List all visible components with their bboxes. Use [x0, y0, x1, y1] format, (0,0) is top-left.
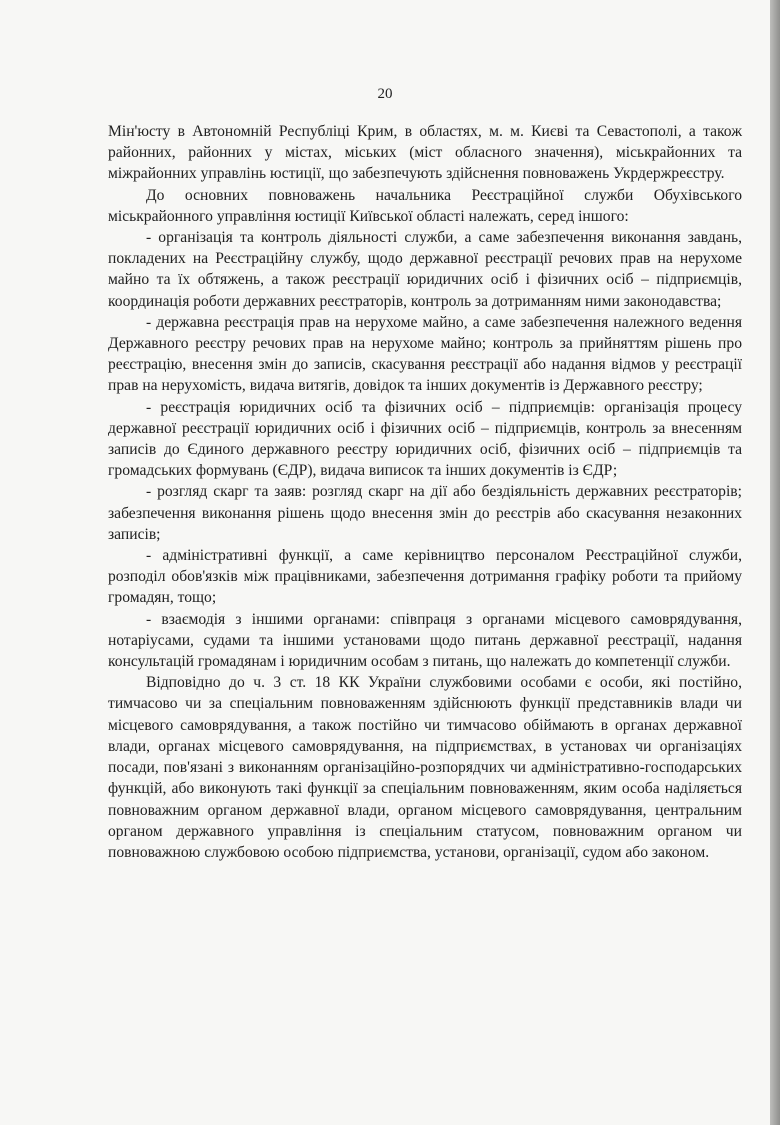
- page-number: 20: [377, 86, 393, 102]
- list-item: - розгляд скарг та заяв: розгляд скарг на дії або бездіяльність державних реєстраторів; забезпечення виконання рішень щодо внесення змін до реєстрів або скасування незаконних записів;: [108, 483, 742, 543]
- list-item: - реєстрація юридичних осіб та фізичних осіб – підприємців: організація процесу державної реєстрації юридичних осіб і фізичних осіб – підприємців, контроль за внесенням записів до Єдиного державного реєстру юридичних осіб, фізичних осіб – підприємців та громадських формувань (ЄДР), видача виписок та інших документів із ЄДР;: [108, 398, 742, 480]
- body-text: [108, 121, 742, 863]
- page-edge: [770, 0, 780, 1125]
- paragraph: Відповідно до ч. 3 ст. 18 КК України службовими особами є особи, які постійно, тимчасово чи за спеціальним повноваженням здійснюють функції представників влади чи місцевого самоврядування, а також постійно чи тимчасово обіймають в органах державної влади, органах місцевого самоврядування, на підприємствах, в установах чи організаціях посади, пов'язані з виконанням організаційно-розпорядчих чи адміністративно-господарських функцій, або виконують такі функції за спеціальним повноваженням, яким особа наділяється повноважним органом державної влади, органом місцевого самоврядування, центральним органом державного управління із спеціальним статусом, повноважним органом чи повноважною службовою особою підприємства, установи, організації, судом або законом.: [108, 674, 742, 861]
- list-item: - державна реєстрація прав на нерухоме майно, а саме забезпечення належного ведення Державного реєстру речових прав на нерухоме майно; контроль за прийняттям рішень про реєстрацію, внесення змін до записів, скасування реєстрації або надання відмов у реєстрації прав на нерухомість, видача витягів, довідок та інших документів із Державного реєстру;: [108, 313, 742, 395]
- list-item: - взаємодія з іншими органами: співпраця з органами місцевого самоврядування, нотаріусами, судами та іншими установами щодо питань державної реєстрації, надання консультацій громадянам і юридичним особам з питань, що належать до компетенції служби.: [108, 610, 742, 671]
- list-item: - організація та контроль діяльності служби, а саме забезпечення виконання завдань, покладених на Реєстраційну службу, щодо державної реєстрації речових прав на нерухоме майно та їх обтяжень, а також реєстрації юридичних осіб і фізичних осіб – підприємців, координація роботи державних реєстраторів, контроль за дотриманням ними законодавства;: [108, 229, 742, 310]
- paragraph: До основних повноважень начальника Реєстраційної служби Обухівського міськрайонного управління юстиції Київської області належать, серед іншого:: [108, 186, 742, 225]
- list-item: - адміністративні функції, а саме керівництво персоналом Реєстраційної служби, розподіл обов'язків між працівниками, забезпечення дотримання графіку роботи та прийому громадян, тощо;: [108, 547, 742, 607]
- paragraph: Мін'юсту в Автономній Республіці Крим, в областях, м. м. Києві та Севастополі, а також районних, районних у містах, міських (міст обласного значення), міськрайонних та міжрайонних управлінь юстиції, що забезпечують здійснення повноважень Укрдержреєстру.: [108, 123, 742, 183]
